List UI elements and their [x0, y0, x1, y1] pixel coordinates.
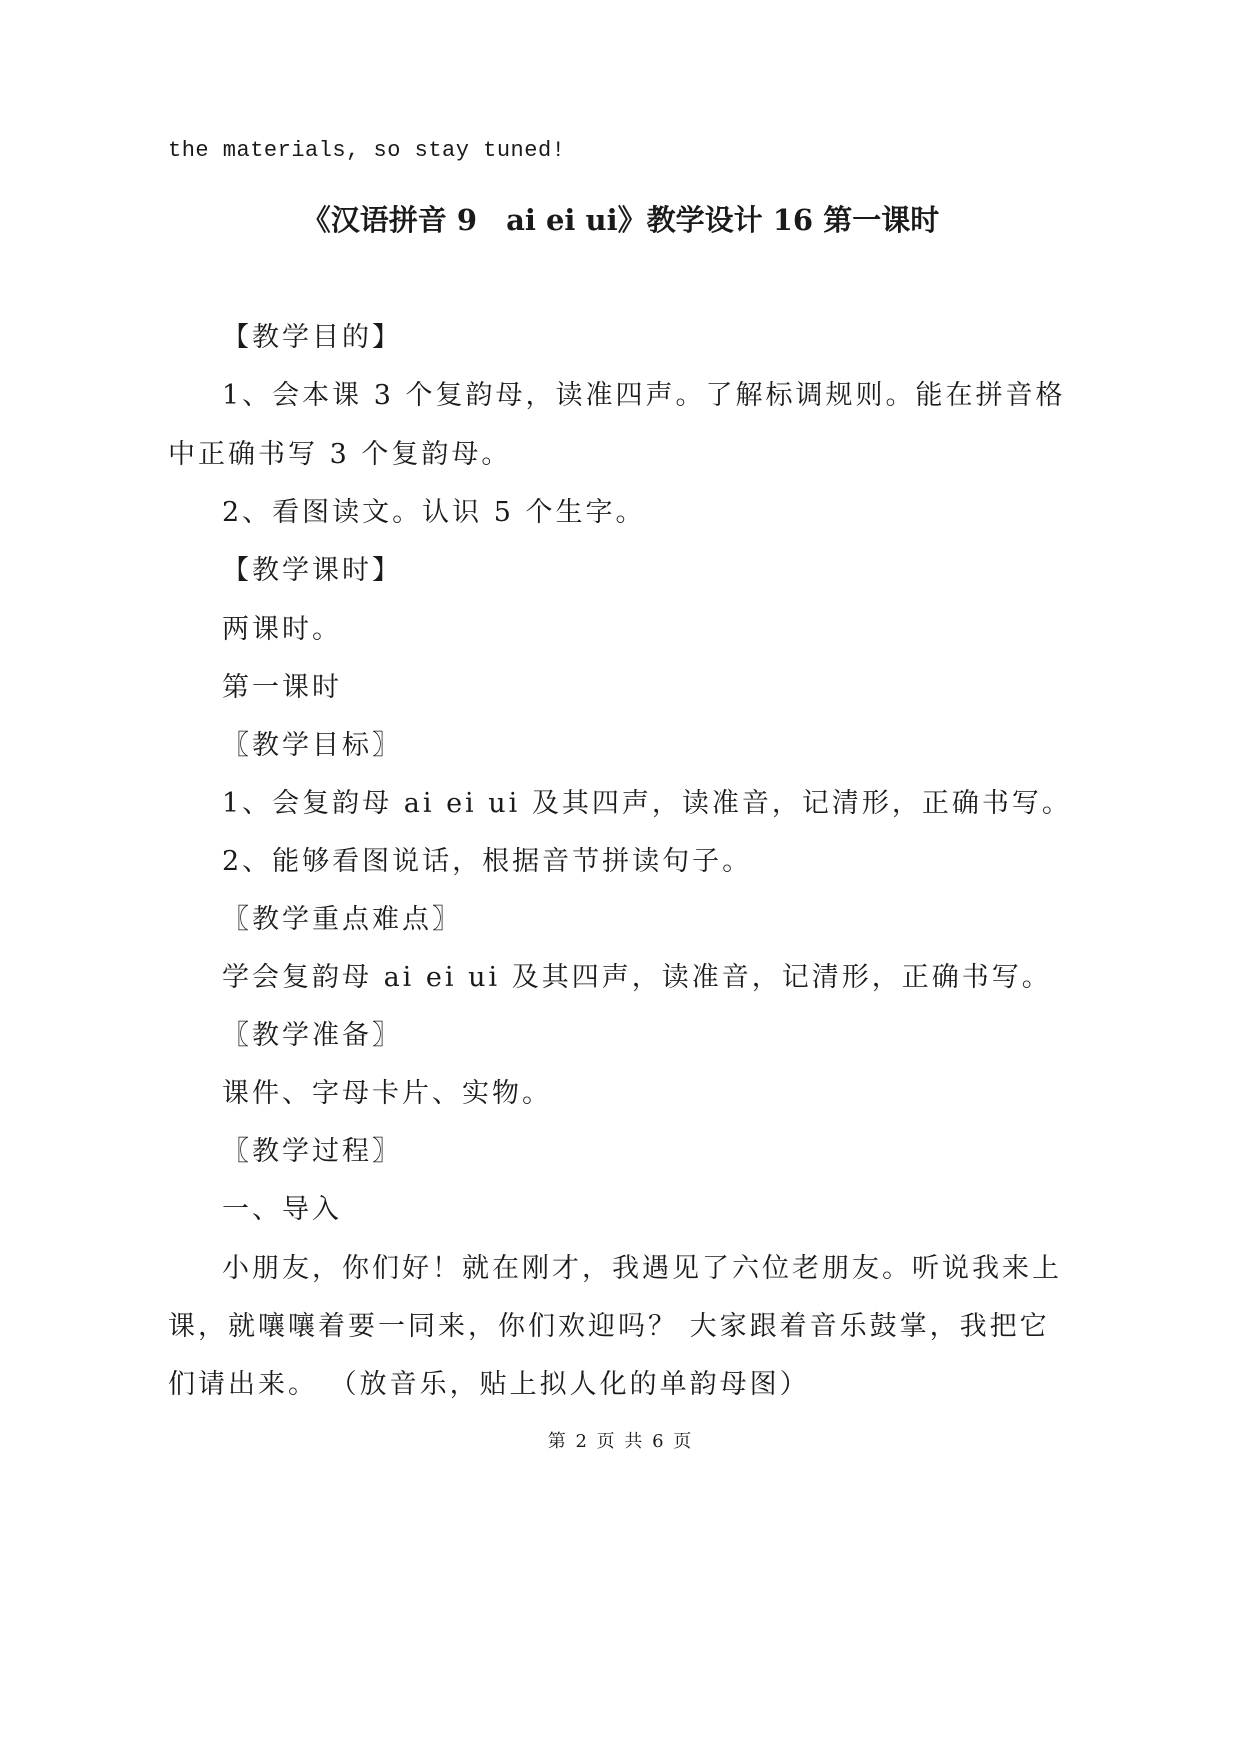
section-heading: 【教学课时】 [222, 555, 402, 586]
intro-line: the materials, so stay tuned! [168, 138, 566, 163]
section-heading: 〖教学准备〗 [222, 1020, 402, 1051]
paragraph: 课件、字母卡片、实物。 [222, 1078, 552, 1109]
section-heading: 〖教学目标〗 [222, 730, 402, 761]
paragraph: 们请出来。 （放音乐，贴上拟人化的单韵母图） [168, 1369, 810, 1400]
paragraph: 学会复韵母 ai ei ui 及其四声，读准音，记清形，正确书写。 [222, 962, 1052, 993]
paragraph: 第一课时 [222, 672, 342, 703]
paragraph: 2、能够看图说话，根据音节拼读句子。 [222, 846, 753, 877]
section-heading: 〖教学重点难点〗 [222, 904, 462, 935]
page-title: 《汉语拼音 9 ai ei ui》教学设计 16 第一课时 [301, 203, 940, 237]
paragraph: 两课时。 [222, 614, 342, 645]
section-heading: 【教学目的】 [222, 322, 402, 353]
paragraph: 1、会本课 3 个复韵母，读准四声。了解标调规则。能在拼音格 [222, 380, 1066, 411]
paragraph: 课，就嚷嚷着要一同来，你们欢迎吗？ 大家跟着音乐鼓掌，我把它 [168, 1311, 1050, 1342]
page-number-footer: 第 2 页 共 6 页 [547, 1431, 694, 1452]
section-heading: 〖教学过程〗 [222, 1136, 402, 1167]
paragraph: 小朋友，你们好！就在刚才，我遇见了六位老朋友。听说我来上 [222, 1253, 1062, 1284]
paragraph: 一、导入 [222, 1194, 342, 1225]
paragraph: 2、看图读文。认识 5 个生字。 [222, 497, 646, 528]
paragraph: 中正确书写 3 个复韵母。 [168, 439, 512, 470]
paragraph: 1、会复韵母 ai ei ui 及其四声，读准音，记清形，正确书写。 [222, 788, 1072, 819]
